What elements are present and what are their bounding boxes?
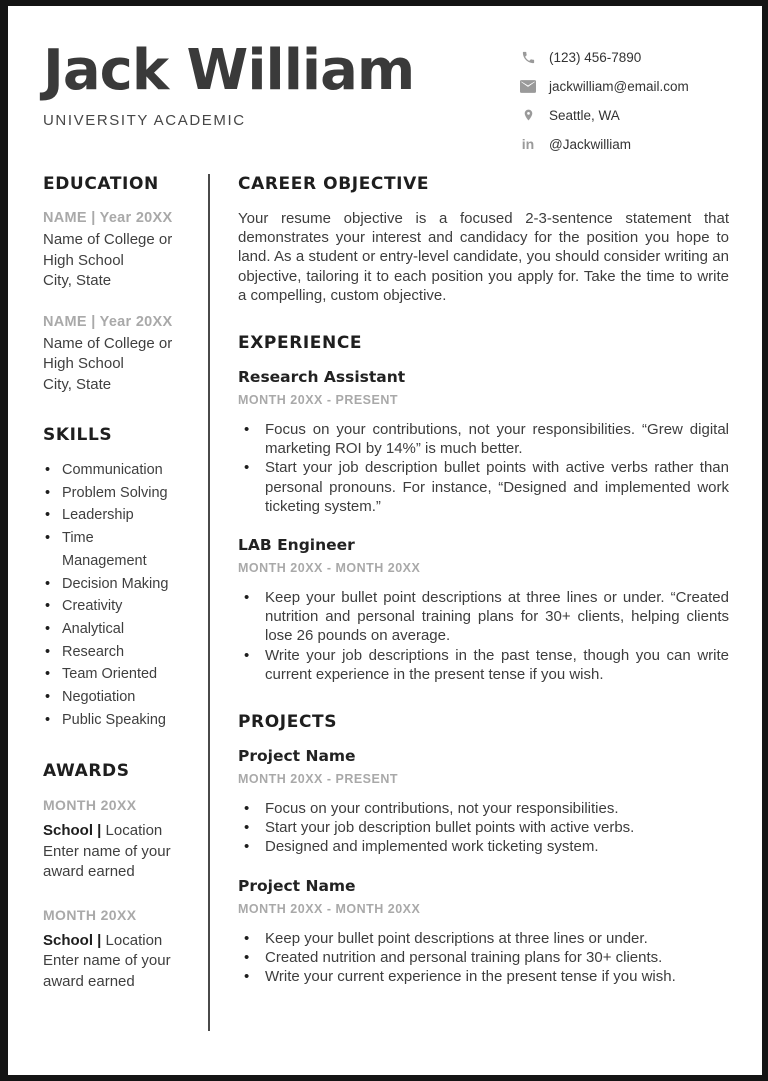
header xyxy=(8,6,762,164)
project-bullet-list xyxy=(238,929,729,987)
bullet-item: • Keep your bullet point descriptions at three lines or under. xyxy=(238,929,729,948)
person-title: UNIVERSITY ACADEMIC xyxy=(43,111,246,129)
linkedin-icon: in xyxy=(521,136,535,152)
skill-item: • Problem Solving xyxy=(43,482,176,505)
bullet-item: • Keep your bullet point descriptions at three lines or under. “Created nutrition and personal training plans for 30+ clients, helping clients lose 26 pounds on average. xyxy=(238,588,729,646)
education-meta: NAME | Year 20XX xyxy=(43,210,173,226)
experience-section xyxy=(238,333,729,684)
project-title: Project Name xyxy=(238,876,356,895)
sidebar xyxy=(43,174,208,1031)
project-entry xyxy=(238,747,729,857)
skills-list xyxy=(43,459,176,731)
project-dates: MONTH 20XX - PRESENT xyxy=(238,772,399,787)
project-entry xyxy=(238,877,729,987)
linkedin-handle: Seattle, WA xyxy=(549,107,620,123)
education-entry xyxy=(43,210,176,292)
skill-item: • Creativity xyxy=(43,595,176,618)
project-bullet-list xyxy=(238,799,729,857)
skill-item: • Decision Making xyxy=(43,573,176,596)
bullet-item: • Start your job description bullet points with active verbs rather than personal pronouns. For instance, “Designed and implemented work ticketing system.” xyxy=(238,458,729,516)
main-column xyxy=(210,174,729,1031)
award-entry xyxy=(43,797,176,883)
award-school: School | xyxy=(43,931,102,949)
skill-item: • Team Oriented xyxy=(43,663,176,686)
bullet-item: • Focus on your contributions, not your responsibilities. xyxy=(238,799,729,818)
phone-icon xyxy=(520,49,536,65)
skills-section xyxy=(43,425,176,731)
email-value: jackwilliam@email.com xyxy=(549,78,689,94)
skill-item: • Research xyxy=(43,641,176,664)
award-description: Enter name of your award earned xyxy=(43,842,171,881)
education-school: Name of College or High School xyxy=(43,334,173,372)
skill-item: • Negotiation xyxy=(43,686,176,709)
awards-section xyxy=(43,761,176,992)
award-entry xyxy=(43,907,176,993)
experience-entry xyxy=(238,536,729,684)
education-heading: EDUCATION xyxy=(43,174,159,194)
contact-row-location xyxy=(520,106,732,124)
identity-block xyxy=(43,40,414,164)
objective-heading: CAREER OBJECTIVE xyxy=(238,174,430,194)
job-bullet-list xyxy=(238,420,729,516)
award-school-line xyxy=(43,931,176,952)
contact-row-linkedin xyxy=(520,135,732,153)
phone-value: (123) 456-7890 xyxy=(549,49,642,65)
skill-item: • Leadership xyxy=(43,504,176,527)
bullet-item: • Created nutrition and personal training plans for 30+ clients. xyxy=(238,948,729,967)
award-location: Location xyxy=(105,822,163,840)
objective-text: Your resume objective is a focused 2-3-sentence statement that demonstrates your interest and candidacy for the position you hope to land. As a student or entry-level candidate, you should consider writing an objective, tailoring it to each position you apply for. Take the time to write a compelling, custom objective. xyxy=(238,210,729,304)
bullet-item: • Write your current experience in the present tense if you wish. xyxy=(238,967,729,986)
education-school: Name of College or High School xyxy=(43,231,173,269)
award-school-line xyxy=(43,821,176,842)
linkedin-value: @Jackwilliam xyxy=(549,136,631,152)
job-dates: MONTH 20XX - PRESENT xyxy=(238,393,399,408)
person-name: Jack William xyxy=(43,38,415,103)
award-date: MONTH 20XX xyxy=(43,906,137,923)
education-entry xyxy=(43,314,176,396)
education-section xyxy=(43,174,176,395)
award-location: Location xyxy=(105,931,163,949)
projects-section xyxy=(238,712,729,986)
projects-heading: PROJECTS xyxy=(238,712,338,733)
contact-row-phone xyxy=(520,48,732,66)
award-description: Enter name of your award earned xyxy=(43,952,171,990)
skill-item: • Time Management xyxy=(43,527,176,572)
contact-block xyxy=(520,48,732,164)
bullet-item: • Start your job description bullet points with active verbs. xyxy=(238,818,729,837)
objective-section xyxy=(238,174,729,305)
skill-item: • Analytical xyxy=(43,618,176,641)
experience-entry xyxy=(238,368,729,516)
bullet-item: • Focus on your contributions, not your responsibilities. “Grew digital marketing ROI by 14%” is much better. xyxy=(238,420,729,458)
education-city: City, State xyxy=(43,375,112,393)
job-dates: MONTH 20XX - MONTH 20XX xyxy=(238,561,421,576)
awards-heading: AWARDS xyxy=(43,761,130,782)
job-bullet-list xyxy=(238,588,729,684)
bullet-item: • Designed and implemented work ticketing system. xyxy=(238,837,729,856)
project-title: Project Name xyxy=(238,747,356,766)
project-dates: MONTH 20XX - MONTH 20XX xyxy=(238,901,421,916)
skill-item: • Communication xyxy=(43,459,176,482)
job-title: LAB Engineer xyxy=(238,536,355,555)
skills-heading: SKILLS xyxy=(43,425,113,445)
location-icon xyxy=(520,107,536,123)
skill-item: • Public Speaking xyxy=(43,709,176,732)
email-icon xyxy=(520,78,536,94)
education-city: City, State xyxy=(43,272,112,289)
award-date: MONTH 20XX xyxy=(43,797,137,814)
award-school: School | xyxy=(43,822,102,840)
experience-heading: EXPERIENCE xyxy=(238,333,363,354)
bullet-item: • Write your job descriptions in the past tense, though you can write current experience in the present tense if you wish. xyxy=(238,646,729,684)
contact-row-email xyxy=(520,77,732,95)
job-title: Research Assistant xyxy=(238,368,406,387)
education-meta: NAME | Year 20XX xyxy=(43,313,173,330)
content xyxy=(8,164,762,1031)
